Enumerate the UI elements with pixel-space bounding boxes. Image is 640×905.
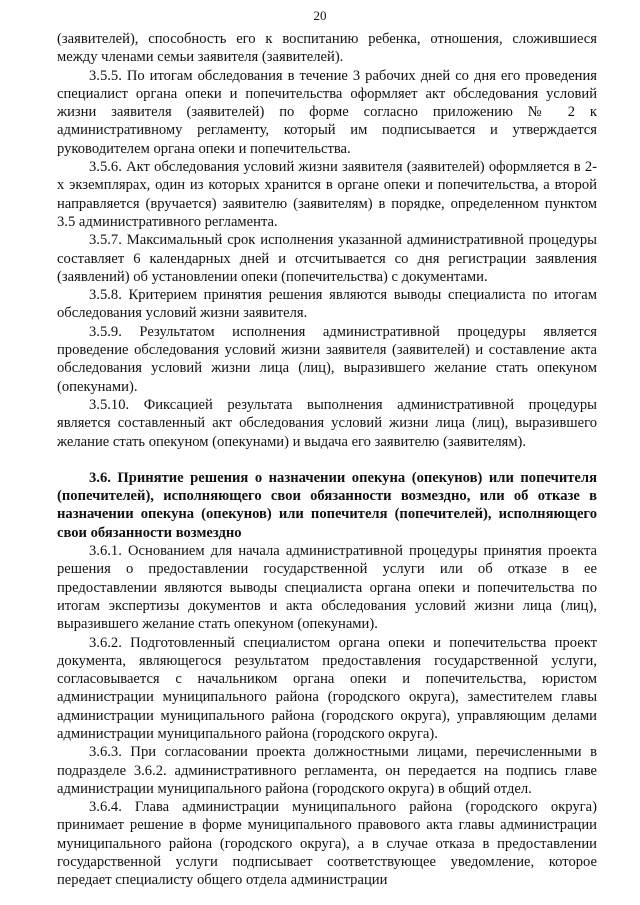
paragraph-3-5-9: 3.5.9. Результатом исполнения административной процедуры является проведение обследования условий жизни заявителя (заявителей) и составление акта обследования условий жизни лица (лиц), выразившего желание стать опекуном (опекунами). [57, 323, 597, 395]
paragraph-3-5-6: 3.5.6. Акт обследования условий жизни заявителя (заявителей) оформляется в 2-х экземплярах, один из которых хранится в органе опеки и попечительства, а второй направляется (вручается) заявителю (заявителям) в порядке, определенном пунктом 3.5 административного регламента. [57, 159, 597, 230]
paragraph-3-6-1: 3.6.1. Основанием для начала административной процедуры принятия проекта решения о предоставлении государственной услуги или об отказе в ее предоставлении являются выводы специалиста органа опеки и попечительства по итогам экспертизы документов и акта обследования условий жизни лица (лиц), выразившего желание стать опекуном (опекунами). [57, 543, 597, 633]
paragraph-3-5-5: 3.5.5. По итогам обследования в течение 3 рабочих дней со дня его проведения специалист органа опеки и попечительства оформляет акт обследования условий жизни заявителя (заявителей) по форме согласно приложению № 2 к административному регламенту, который им подписывается и утверждается руководителем органа опеки и попечительства. [57, 67, 597, 157]
section-heading-3-6: 3.6. Принятие решения о назначении опекуна (опекунов) или попечителя (попечителей), исполняющего свои обязанности возмездно, или об отказе в назначении опекуна (опекунов) или попечителя (попечителей), исполняющего свои обязанности возмездно [57, 469, 597, 541]
paragraph-3-6-4: 3.6.4. Глава администрации муниципального района (городского округа) принимает решение в форме муниципального правового акта главы администрации муниципального района (городского округа), а в случае отказа в предоставлении государственной услуги подписывает соответствующее уведомление, которое передает специалисту общего отдела администрации [57, 799, 597, 889]
page-number: 20 [313, 8, 327, 23]
paragraph-3-5-10: 3.5.10. Фиксацией результата выполнения административной процедуры является составленный акт обследования условий жизни лица (лиц), выразившего желание стать опекуном (опекунами) и выдача его заявителю (заявителям). [57, 396, 597, 450]
paragraph-3-6-3: 3.6.3. При согласовании проекта должностными лицами, перечисленными в подразделе 3.6.2. административного регламента, он передается на подпись главе администрации муниципального района (городского округа) в общий отдел. [57, 744, 597, 797]
paragraph-3-5-7: 3.5.7. Максимальный срок исполнения указанной административной процедуры составляет 6 календарных дней и отсчитывается со дня регистрации заявления (заявлений) об установлении опеки (попечительства) с документами. [57, 232, 597, 285]
document-body [57, 30, 597, 890]
paragraph-3-5-8: 3.5.8. Критерием принятия решения являются выводы специалиста по итогам обследования условий жизни заявителя. [57, 287, 597, 322]
paragraph-3-6-2: 3.6.2. Подготовленный специалистом органа опеки и попечительства проект документа, являющегося результатом предоставления государственной услуги, согласовывается с начальником органа опеки и попечительства, юристом администрации муниципального района (городского округа), заместителем главы администрации муниципального района (городского округа), управляющим делами администрации муниципального района (городского округа). [57, 634, 597, 742]
paragraph-continuation: (заявителей), способность его к воспитанию ребенка, отношения, сложившиеся между членами семьи заявителя (заявителей). [57, 31, 597, 66]
